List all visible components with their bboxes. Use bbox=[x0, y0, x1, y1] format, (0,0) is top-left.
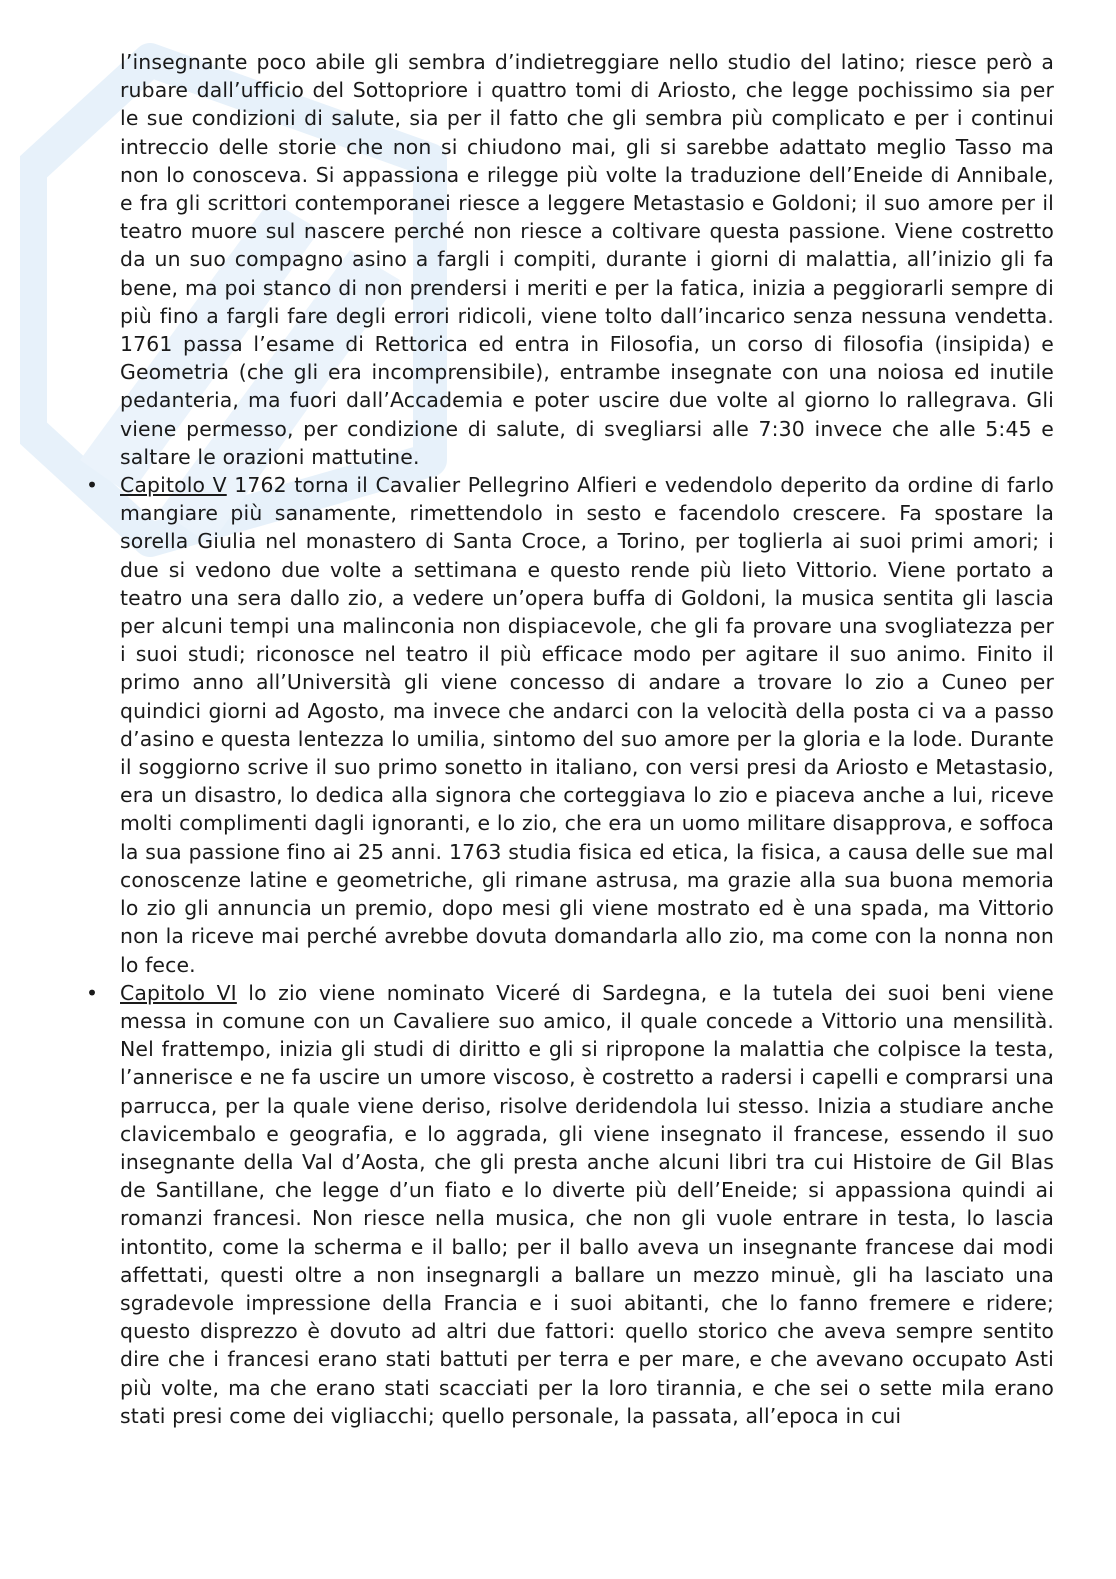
chapter-title: Capitolo VI bbox=[120, 980, 237, 1005]
bullet-icon: • bbox=[86, 473, 99, 498]
intro-paragraph: l’insegnante poco abile gli sembra d’indietreggiare nello studio del latino; riesce però a rubare dall’ufficio del Sottopriore i quattro tomi di Ariosto, che legge pochissimo sia per le sue condizioni di salute, sia per il fatto che gli sembra più complicato e per i continui intreccio delle storie che non si chiudono mai, gli si sarebbe adattato meglio Tasso ma non lo conosceva. Si appassiona e rilegge più volte la traduzione dell’Eneide di Annibale, e fra gli scrittori contemporanei riesce a leggere Metastasio e Goldoni; il suo amore per il teatro muore sul nascere perché non riesce a coltivare questa passione. Viene costretto da un suo compagno asino a fargli i compiti, durante i giorni di malattia, all’inizio gli fa bene, ma poi stanco di non prendersi i meriti e per la fatica, inizia a peggiorarli sempre di più fino a fargli fare degli errori ridicoli, viene tolto dall’incarico senza nessuna vendetta. 1761 passa l’esame di Rettorica ed entra in Filosofia, un corso di filosofia (insipida) e Geometria (che gli era incomprensibile), entrambe insegnate con una noiosa ed inutile pedanteria, ma fuori dall’Accademia e poter uscire due volte al giorno lo rallegrava. Gli viene permesso, per condizione di salute, di svegliarsi alle 7:30 invece che alle 5:45 e saltare le orazioni mattutine. bbox=[120, 50, 1054, 469]
chapter-list bbox=[86, 471, 1055, 1430]
chapter-title: Capitolo V bbox=[120, 473, 227, 498]
bullet-icon: • bbox=[86, 980, 99, 1005]
chapter-item-vi bbox=[86, 979, 1055, 1430]
chapter-text: lo zio viene nominato Viceré di Sardegna, e la tutela dei suoi beni viene messa in comune con un Cavaliere suo amico, il quale concede a Vittorio una mensilità. Nel frattempo, inizia gli studi di diritto e gli si ripropone la malattia che colpisce la testa, l’annerisce e ne fa uscire un umore viscoso, è costretto a radersi i capelli e comprarsi una parrucca, per la quale viene deriso, risolve deridendola lui stesso. Inizia a studiare anche clavicembalo e geografia, e lo aggrada, gli viene insegnato il francese, essendo il suo insegnante della Val d’Aosta, che gli presta anche alcuni libri tra cui Histoire de Gil Blas de Santillane, che legge d’un fiato e lo diverte più dell’Eneide; si appassiona quindi ai romanzi francesi. Non riesce nella musica, che non gli vuole entrare in testa, lo lascia intontito, come la scherma e il ballo; per il ballo aveva un insegnante francese dai modi affettati, questi oltre a non insegnargli a ballare un mezzo minuè, gli ha lasciato una sgradevole impressione della Francia e i suoi abitanti, che lo fanno fremere e ridere; questo disprezzo è dovuto ad altri due fattori: quello storico che aveva sempre sentito dire che i francesi erano stati battuti per terra e per mare, e che avevano occupato Asti più volte, ma che erano stati scacciati per la loro tirannia, e che sei o sette mila erano stati presi come dei vigliacchi; quello personale, la passata, all’epoca in cui bbox=[120, 980, 1055, 1428]
chapter-text: 1762 torna il Cavalier Pellegrino Alfieri e vedendolo deperito da ordine di farlo mangiare più sanamente, rimettendolo in sesto e facendolo crescere. Fa spostare la sorella Giulia nel monastero di Santa Croce, a Torino, per toglierla ai suoi primi amori; i due si vedono due volte a settimana e questo rende più lieto Vittorio. Viene portato a teatro una sera dallo zio, a vedere un’opera buffa di Goldoni, la musica sentita gli lascia per alcuni tempi una malinconia non dispiacevole, che gli fa provare una svogliatezza per i suoi studi; riconosce nel teatro il più efficace modo per agitare il suo animo. Finito il primo anno all’Università gli viene concesso di andare a trovare lo zio a Cuneo per quindici giorni ad Agosto, ma invece che andarci con la velocità della posta ci va a passo d’asino e questa lentezza lo umilia, sintomo del suo amore per la gloria e la lode. Durante il soggiorno scrive il suo primo sonetto in italiano, con versi presi da Ariosto e Metastasio, era un disastro, lo dedica alla signora che corteggiava lo zio e piaceva anche a lui, riceve molti complimenti dagli ignoranti, e lo zio, che era un uomo militare disapprova, e soffoca la sua passione fino ai 25 anni. 1763 studia fisica ed etica, la fisica, a causa delle sue mal conoscenze latine e geometriche, gli rimane astrusa, ma grazie alla sua buona memoria lo zio gli annuncia un premio, dopo mesi gli viene mostrato ed è una spada, ma Vittorio non la riceve mai perché avrebbe dovuta domandarla allo zio, ma come con la nonna non lo fece. bbox=[120, 473, 1054, 977]
document-page bbox=[86, 48, 1055, 1430]
chapter-item-v bbox=[86, 471, 1054, 979]
